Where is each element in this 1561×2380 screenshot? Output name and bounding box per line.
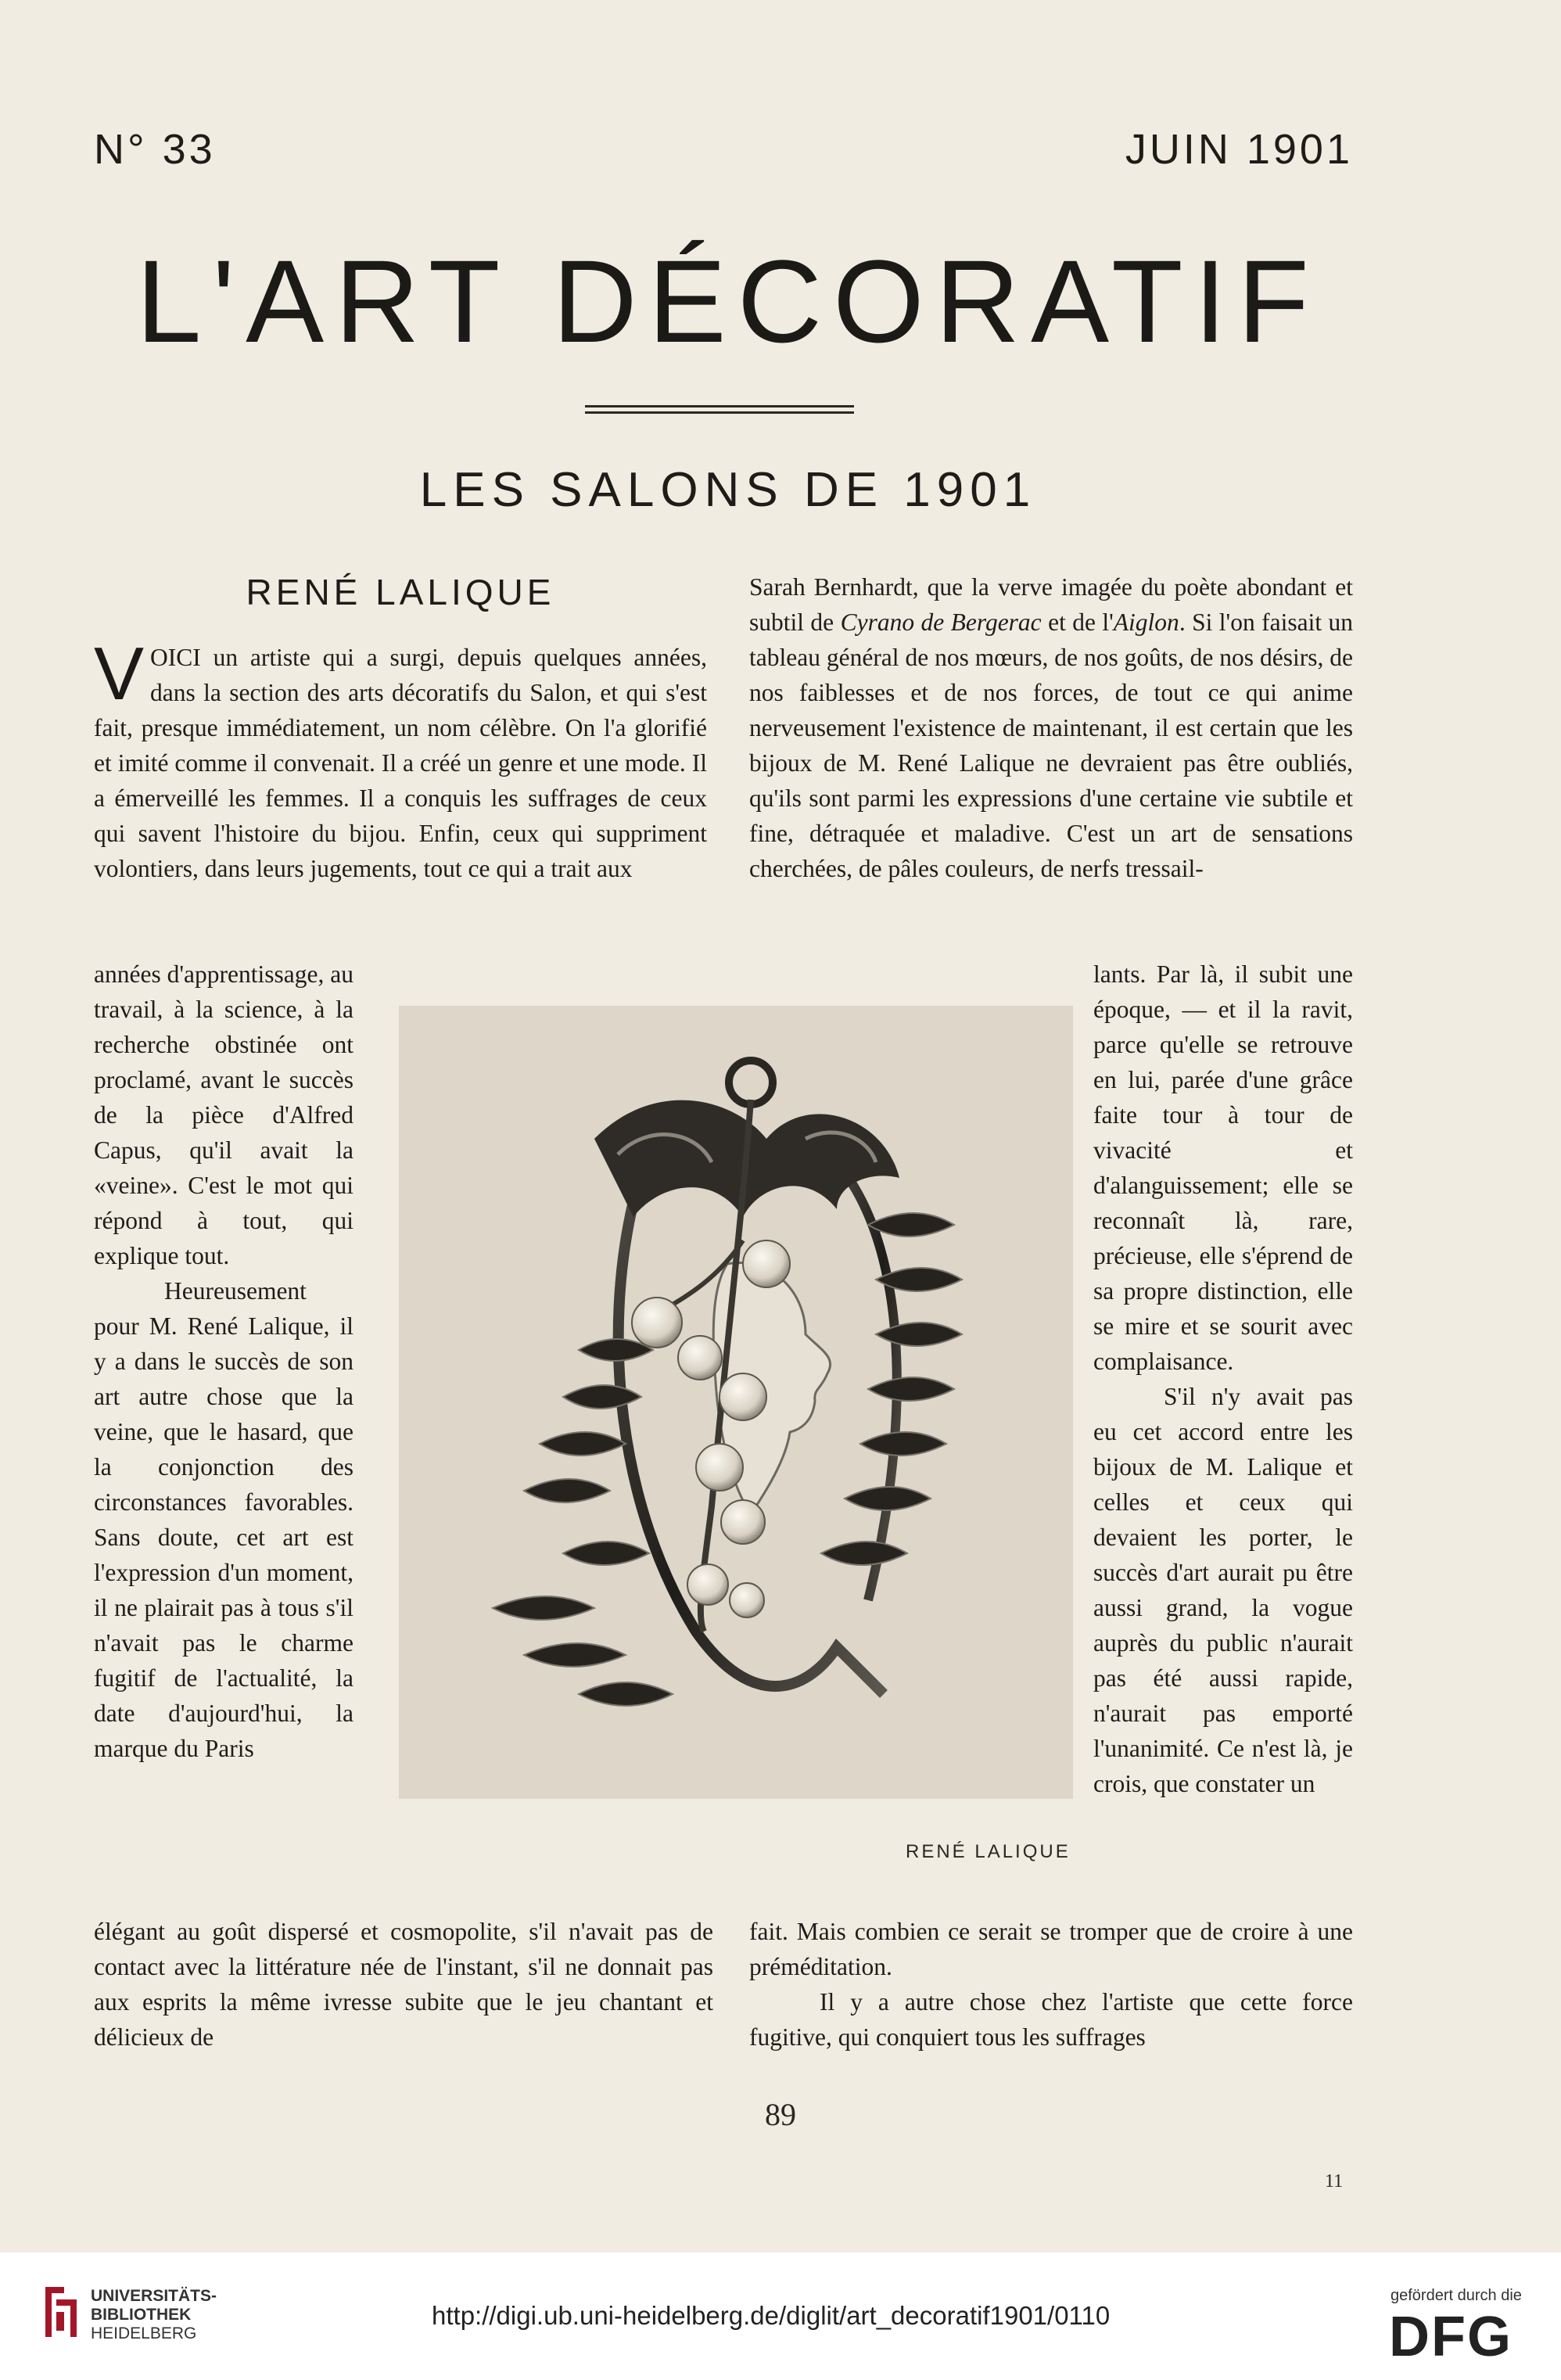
right-bottom-paragraph-2: Il y a autre chose chez l'artiste que cette force fugitive, qui conquiert tous les suffrages <box>749 1988 1353 2051</box>
journal-title: L'ART DÉCORATIF <box>136 235 1320 367</box>
right-text-3: . Si l'on faisait un tableau général de nos mœurs, de nos goûts, de nos désirs, de nos faiblesses et de nos forces, de tout ce qui anime nerveusement l'existence de maintenant, il est certain que les bijoux de M. René Lalique ne devraient pas être oubliés, qu'ils sont parmi les expressions d'une certaine vie subtile et fine, détraquée et maladive. C'est un art de sensations cherchées, de pâles couleurs, de nerfs tressail- <box>749 608 1353 882</box>
right-column-narrow <box>1093 957 1353 1801</box>
left-paragraph-1: OICI un artiste qui a surgi, depuis quelques années, dans la section des arts décoratifs du Salon, et qui s'est fait, presque immédiatement, un nom célèbre. On l'a glorifié et imité comme il convenait. Il a créé un genre et une mode. Il a émerveillé les femmes. Il a conquis les suffrages de ceux qui savent l'histoire du bijou. Enfin, ceux qui suppriment volontiers, dans leurs jugements, tout ce qui a trait aux <box>94 644 707 882</box>
signature-number: 11 <box>1325 2171 1344 2192</box>
page-number: 89 <box>765 2097 796 2132</box>
left-column-narrow <box>94 957 353 1766</box>
right-column-top <box>749 569 1353 886</box>
library-name <box>91 2287 217 2343</box>
left-narrow-paragraph-1: années d'apprentissage, au travail, à la science, à la recherche obstinée ont proclamé, avant le succès de la pièce d'Alfred Capus, qu'il avait la «veine». C'est le mot qui répond à tout, qui explique tout. <box>94 960 353 1269</box>
left-column-bottom <box>94 1914 713 2055</box>
library-name-line-1: UNIVERSITÄTS- <box>91 2287 217 2305</box>
library-name-line-2: BIBLIOTHEK <box>91 2306 192 2324</box>
digitization-footer <box>0 2253 1561 2380</box>
right-text-1: Sarah Bernhardt, que la verve imagée du poète abondant et subtil de <box>749 573 1353 636</box>
issue-number: N° 33 <box>94 126 216 173</box>
pendant-illustration <box>399 1006 1073 1799</box>
right-narrow-paragraph-1: lants. Par là, il subit une époque, — et il la ravit, parce qu'elle se retrouve en lui, parée d'une grâce faite tour à tour de vivacité et d'alanguissement; elle se reconnaît là, rare, précieuse, elle s'éprend de sa propre distinction, elle se mire et se sourit avec complaisance. <box>1093 960 1353 1375</box>
title-rule-top <box>585 405 854 407</box>
figure-caption: RENÉ LALIQUE <box>906 1841 1071 1862</box>
right-narrow-paragraph-2: S'il n'y avait pas eu cet accord entre les bijoux de M. Lalique et celles et ceux qui devaient les porter, le succès d'art aurait pu être aussi grand, la vogue auprès du public n'aurait pas été aussi rapide, n'aurait pas emporté l'unanimité. Ce n'est là, je crois, que constater un <box>1093 1383 1353 1797</box>
university-library-logo-icon <box>41 2281 81 2343</box>
section-heading: RENÉ LALIQUE <box>246 572 555 612</box>
work-title-cyrano: Cyrano de Bergerac <box>840 608 1042 636</box>
permalink-url[interactable]: http://digi.ub.uni-heidelberg.de/diglit/art_decoratif1901/0110 <box>432 2301 1111 2330</box>
title-rule-bottom <box>585 411 854 414</box>
left-bottom-paragraph: élégant au goût dispersé et cosmopolite, s'il n'avait pas de contact avec la littérature née de l'instant, s'il ne donnait pas aux esprits la même ivresse subite que le jeu chantant et délicieux de <box>94 1918 713 2051</box>
left-narrow-paragraph-2: Heureusement pour M. René Lalique, il y a dans le succès de son art autre chose que la veine, que le hasard, que la conjonction des circonstances favorables. Sans doute, cet art est l'expression d'un moment, il ne plairait pas à tous s'il n'avait pas le charme fugitif de l'actualité, la date d'aujourd'hui, la marque du Paris <box>94 1277 353 1762</box>
library-name-line-3: HEIDELBERG <box>91 2324 197 2342</box>
right-bottom-paragraph-1: fait. Mais combien ce serait se tromper que de croire à une préméditation. <box>749 1918 1353 1980</box>
funding-note: gefördert durch die <box>1391 2287 1522 2304</box>
drop-cap: V <box>94 632 145 716</box>
right-text-2: et de l' <box>1041 608 1114 636</box>
issue-date: JUIN 1901 <box>1125 126 1353 173</box>
work-title-aiglon: Aiglon <box>1113 608 1179 636</box>
right-column-bottom <box>749 1914 1353 2055</box>
article-title: LES SALONS DE 1901 <box>419 463 1037 517</box>
pendant-figure <box>399 1006 1071 1813</box>
dfg-logo: DFG <box>1389 2306 1513 2368</box>
left-column-top <box>94 632 707 886</box>
